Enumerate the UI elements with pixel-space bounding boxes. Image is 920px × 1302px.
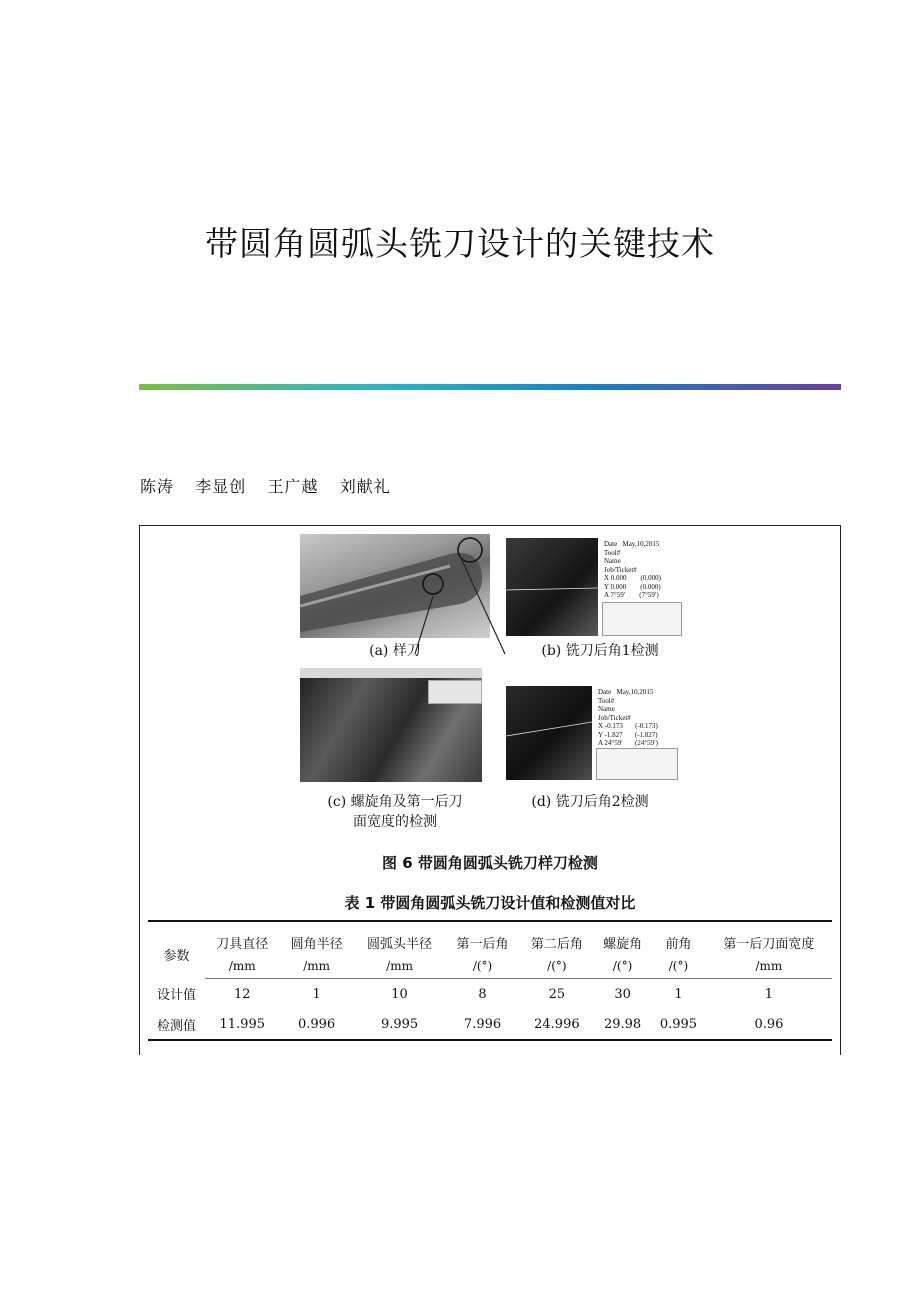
table-cell: 25 xyxy=(548,986,566,1002)
measurement-readout-d: Date May,10,2015 Tool# Name Job/Ticket# X -0.173 (-0.173) Y -1.827 (-1.827) A 24°59′ (24°59′) xyxy=(598,688,658,747)
figure-title: 图 6 带圆角圆弧头铣刀样刀检测 xyxy=(382,854,598,872)
table-cell: 8 xyxy=(478,986,487,1002)
column-header: 圆弧头半径 xyxy=(354,921,446,954)
column-unit: /mm xyxy=(279,954,353,979)
table-row-measured xyxy=(148,1009,832,1040)
column-header: 圆角半径 xyxy=(279,921,353,954)
caption-b: (b) 铣刀后角1检测 xyxy=(541,643,659,659)
table-cell: 0.995 xyxy=(651,1009,706,1040)
software-toolbar xyxy=(300,668,482,678)
photo-clearance-2-check xyxy=(506,686,592,780)
caption-c-line1: (c) 螺旋角及第一后刀 xyxy=(327,794,463,810)
table-cell: 1 xyxy=(764,986,774,1002)
table-cell: 30 xyxy=(614,986,631,1002)
column-header: 第一后刀面宽度 xyxy=(706,921,832,954)
table-cell: 0.996 xyxy=(279,1009,353,1040)
author-list: 陈涛 李显创 王广越 刘献礼 xyxy=(140,477,391,496)
table-row-design xyxy=(148,979,832,1010)
table-cell: 1 xyxy=(312,986,321,1002)
photo-clearance-1-check xyxy=(506,538,598,636)
table-title: 表 1 带圆角圆弧头铣刀设计值和检测值对比 xyxy=(344,894,636,912)
crosshair-b xyxy=(506,538,598,636)
column-unit: /mm xyxy=(354,954,446,979)
table-cell: 9.995 xyxy=(354,1009,446,1040)
caption-a: (a) 样刀 xyxy=(369,643,421,659)
row-label: 设计值 xyxy=(157,988,197,1004)
table-cell: 10 xyxy=(391,986,408,1002)
title-divider xyxy=(139,384,841,390)
leader-lines xyxy=(140,526,840,666)
row-label: 检测值 xyxy=(148,1009,205,1040)
column-unit: /(°) xyxy=(594,954,651,979)
table-cell: 29.98 xyxy=(594,1009,651,1040)
table-cell: 1 xyxy=(674,986,683,1002)
column-header: 第一后角 xyxy=(445,921,519,954)
table-cell: 0.96 xyxy=(706,1009,832,1040)
column-header: 第二后角 xyxy=(520,921,594,954)
column-unit: /(°) xyxy=(520,954,594,979)
figure-panel xyxy=(139,525,841,1055)
readout-b-panel xyxy=(602,602,682,636)
column-header: 螺旋角 xyxy=(594,921,651,954)
column-header: 刀具直径 xyxy=(205,921,279,954)
column-unit: /mm xyxy=(706,954,832,979)
document-title: 带圆角圆弧头铣刀设计的关键技术 xyxy=(205,224,715,263)
caption-c-line2: 面宽度的检测 xyxy=(353,814,437,830)
readout-d-panel xyxy=(596,748,678,780)
column-unit: /(°) xyxy=(651,954,706,979)
photo-helix-check xyxy=(300,668,482,782)
table-cell: 12 xyxy=(233,986,251,1002)
comparison-table xyxy=(148,920,832,1041)
table-cell: 11.995 xyxy=(205,1009,279,1040)
column-unit: /mm xyxy=(205,954,279,979)
crosshair-d xyxy=(506,686,592,780)
software-panel xyxy=(428,680,482,704)
table-cell: 24.996 xyxy=(520,1009,594,1040)
param-header: 参数 xyxy=(148,921,205,979)
caption-d: (d) 铣刀后角2检测 xyxy=(531,794,649,810)
column-unit: /(°) xyxy=(445,954,519,979)
caption-c xyxy=(295,792,495,832)
column-header: 前角 xyxy=(651,921,706,954)
measurement-readout-b: Date May,10,2015 Tool# Name Job/Ticket# X 0.000 (0.000) Y 0.000 (0.000) A 7°59′ (7°59′) xyxy=(604,540,661,599)
table-cell: 7.996 xyxy=(445,1009,519,1040)
